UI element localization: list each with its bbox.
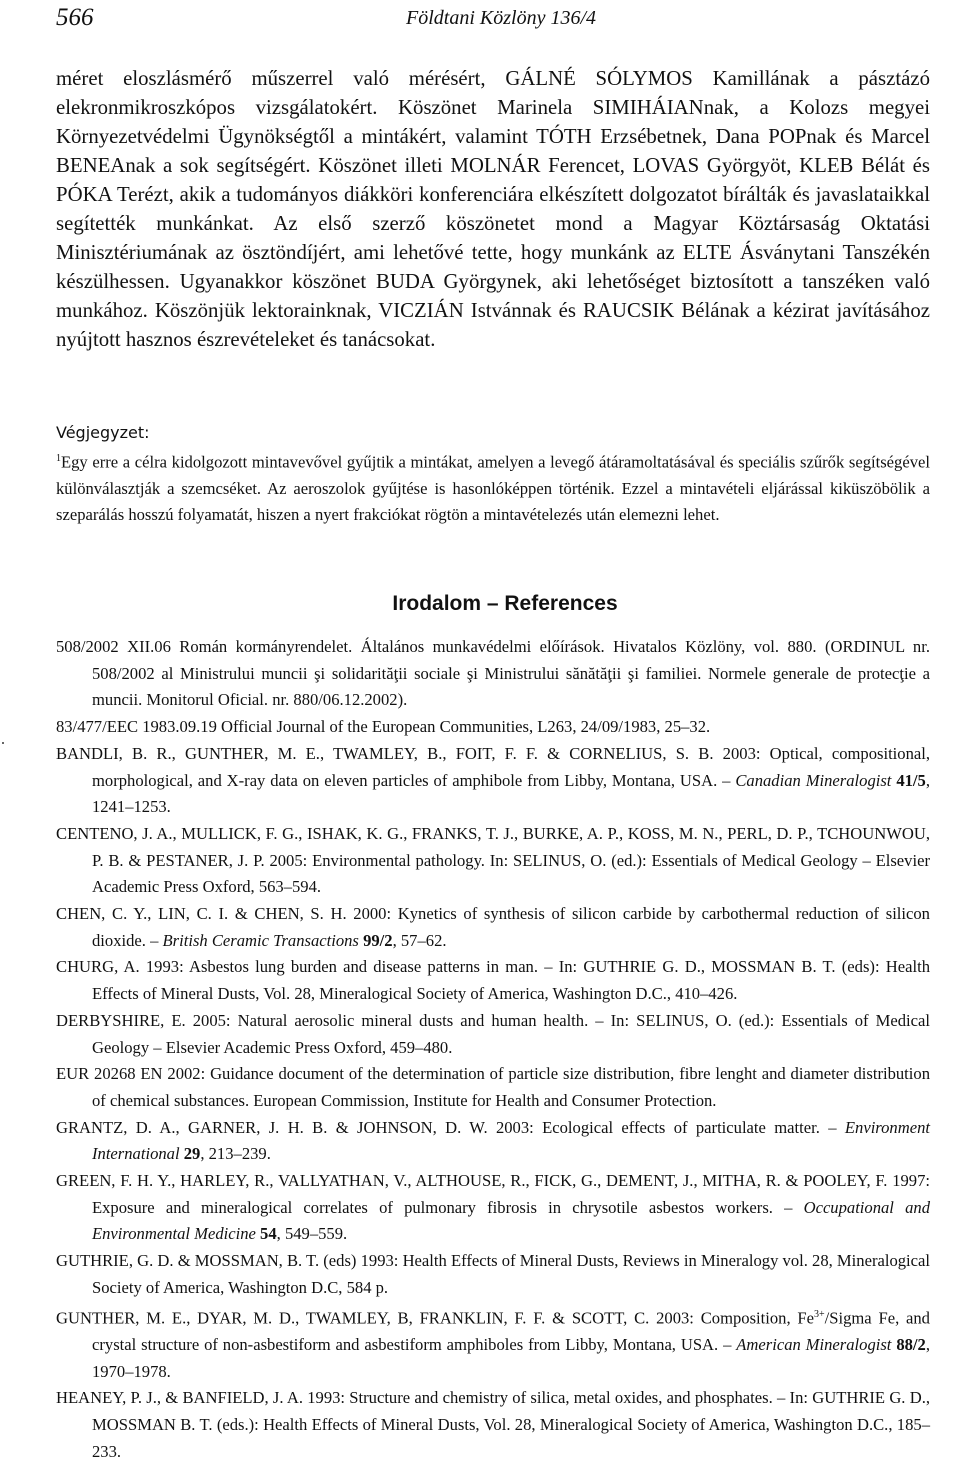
reference-entry bbox=[56, 1302, 930, 1386]
reference-text: /Sigma Fe, and crystal structure of non-asbestiform and asbestiform amphiboles from Libby, Montana, USA. – bbox=[92, 1308, 930, 1354]
reference-text: GRANTZ, D. A., GARNER, J. H. B. & JOHNSON, D. W. bbox=[56, 1117, 488, 1137]
reference-text: 2003: Composition, Fe bbox=[649, 1308, 815, 1328]
reference-text: , 549–559. bbox=[276, 1224, 348, 1244]
reference-text: CHEN, C. Y., LIN, C. I. & CHEN, S. H. bbox=[56, 904, 347, 924]
references-heading: Irodalom – References bbox=[392, 592, 618, 615]
reference-text: GREEN, F. H. Y., HARLEY, R., VALLYATHAN, V., ALTHOUSE, R., FICK, G., DEMENT, J., MITHA, R. & POOLEY, F. bbox=[56, 1171, 888, 1191]
reference-text: (eds) 1993: Health Effects of Mineral Dusts, Reviews in Mineralogy vol. 28, Mineralogical Society of America, Washington D.C, 584 p. bbox=[92, 1251, 931, 1297]
reference-text: GUNTHER, M. E., DYAR, M. D., TWAMLEY, B, FRANKLIN, F. F. & SCOTT, C. bbox=[56, 1308, 650, 1328]
reference-text: , 1241–1253. bbox=[92, 770, 930, 817]
reference-text: 88/2 bbox=[896, 1334, 926, 1354]
reference-text: 54 bbox=[260, 1224, 277, 1244]
journal-title: Földtani Közlöny 136/4 bbox=[406, 7, 596, 29]
reference-list bbox=[56, 634, 930, 1465]
reference-entry bbox=[56, 901, 930, 954]
reference-entry bbox=[56, 821, 930, 901]
reference-text: 2000: Kynetics of synthesis of silicon carbide by carbothermal reduction of silicon dioxide. – bbox=[92, 904, 930, 950]
reference-text: (ed.): Essentials of Medical Geology – Elsevier Academic Press Oxford, 459–480. bbox=[92, 1010, 931, 1057]
endnote-text bbox=[56, 446, 930, 528]
acknowledgements-paragraph: méret eloszlásmérő műszerrel való mérésért, GÁLNÉ SÓLYMOS Kamillának a pásztázó elekronmikroszkópos vizsgálatokért. Köszönet Marinela SIMIHÁIANnak, a Kolozs megyei Környezetvédelmi Ügynökségtől a mintákért, valamint TÓTH Erzsébetnek, Dana POPnak és Marcel BENEAnak a sok segítségért. Köszönet illeti MOLNÁR Ferencet, LOVAS Györgyöt, KLEB Bélát és PÓKA Terézt, akik a tudományos diákköri konferenciára elkészített dolgozatot bírálták és javaslataikkal segítették munkánkat. Az első szerző köszönetet mond a Magyar Köztársaság Oktatási Minisztériumának az ösztöndíjért, ami lehetővé tette, hogy munkánk az ELTE Ásványtani Tanszékén készülhessen. Ugyanakkor köszönet BUDA Györgynek, aki lehetőséget biztosított a tanszéken való munkához. Köszönjük lektorainknak, VICZIÁN Istvánnak és RAUCSIK Bélának a kézirat javításához nyújtott hasznos észrevételeket és tanácsokat. bbox=[56, 67, 930, 351]
reference-entry bbox=[56, 1248, 930, 1301]
reference-text: , 213–239. bbox=[200, 1144, 271, 1164]
reference-text: 41/5 bbox=[896, 770, 926, 790]
reference-text: British Ceramic Transactions bbox=[162, 930, 359, 950]
reference-entry bbox=[56, 1115, 930, 1168]
reference-text: 83/477/EEC 1983.09.19 Official Journal of the European Communities, L263, 24/09/1983, 25–32. bbox=[56, 717, 711, 737]
reference-text: Canadian Mineralogist bbox=[735, 770, 892, 790]
reference-text: 29 bbox=[183, 1144, 201, 1164]
reference-text: American Mineralogist bbox=[736, 1334, 892, 1354]
reference-text: 2005: Natural aerosolic mineral dusts and human health. – In: bbox=[185, 1010, 637, 1030]
reference-text: 2005: Environmental pathology. In: bbox=[264, 850, 514, 870]
reference-text: 99/2 bbox=[363, 930, 393, 950]
reference-entry bbox=[56, 1061, 930, 1114]
acknowledgements-section bbox=[56, 64, 930, 354]
reference-text: GUTHRIE G. D., MOSSMAN B. T. bbox=[583, 957, 836, 977]
reference-text: (eds): Health Effects of Mineral Dusts, Vol. 28, Mineralogical Society of America, Washington D.C., 410–426. bbox=[92, 957, 931, 1004]
endnote-body: Egy erre a célra kidolgozott mintavevővel gyűjtik a mintákat, amelyen a levegő átáramoltatásával és speciális szűrők segítségével különválasztják a szemcséket. Az aeroszolok gyűjtése is hasonlóképpen történik. Ezzel a mintavételi eljárással kiküszöbölik a szeparálás hosszú folyamatát, hiszen a nyert frakciókat rögtön a mintavételezés után elemezni lehet. bbox=[56, 452, 930, 524]
running-head bbox=[56, 4, 930, 34]
page-number: 566 bbox=[56, 4, 94, 31]
endnote-heading: Végjegyzet: bbox=[56, 423, 150, 442]
reference-entry bbox=[56, 1385, 930, 1465]
reference-entry bbox=[56, 954, 930, 1007]
reference-text: Environment International bbox=[92, 1117, 930, 1164]
reference-text: (eds.): Health Effects of Mineral Dusts, Vol. 28, Mineralogical Society of America, Washington D.C., 185–233. bbox=[92, 1414, 930, 1461]
reference-text: EUR 20268 EN 2002: Guidance document of the determination of particle size distribution, fibre lenght and diameter distribution of chemical substances. European Commission, Institute for Health and Consumer Protection. bbox=[56, 1064, 930, 1110]
reference-entry bbox=[56, 1008, 930, 1061]
reference-text: CENTENO, J. A., MULLICK, F. G., ISHAK, K. G., FRANKS, T. J., BURKE, A. P., KOSS, M. N., PERL, D. P., TCHOUNWOU, P. B. & PESTANER, J. P. bbox=[56, 823, 930, 870]
reference-entry bbox=[56, 714, 930, 741]
reference-text: 2003: Ecological effects of particulate matter. – bbox=[487, 1117, 845, 1137]
reference-text: SELINUS, O. bbox=[513, 850, 607, 870]
reference-text: HEANEY, P. J., & BANFIELD, J. A. bbox=[56, 1388, 303, 1408]
endnote-marker: 1 bbox=[56, 453, 61, 464]
reference-text: BANDLI, B. R., GUNTHER, M. E., TWAMLEY, B., FOIT, F. F. & CORNELIUS, S. B. bbox=[56, 743, 714, 763]
reference-entry bbox=[56, 1168, 930, 1248]
reference-text: 2003: Optical, compositional, morphological, and X-ray data on eleven particles of amphibole from Libby, Montana, USA. – bbox=[92, 743, 931, 790]
reference-text: 508/2002 XII.06 Román kormányrendelet. Általános munkavédelmi előírások. Hivatalos Közlöny, vol. 880. (ORDINUL nr. 508/2002 al Ministrului muncii şi solidarităţii sociale şi Ministrului sănătăţii şi familiei. Normele generale de protecţie a muncii. Monitorul Oficial. nr. 880/06.12.2002). bbox=[56, 637, 930, 710]
reference-text: (ed.): Essentials of Medical Geology – Elsevier Academic Press Oxford, 563–594. bbox=[92, 850, 930, 897]
reference-entry bbox=[56, 741, 930, 821]
endnote-section bbox=[56, 422, 930, 528]
reference-text: GUTHRIE G. D., MOSSMAN B. T. bbox=[92, 1388, 930, 1434]
reference-text: CHURG, A. bbox=[56, 957, 140, 977]
margin-mark bbox=[2, 742, 4, 744]
reference-text: 1993: Asbestos lung burden and disease patterns in man. – In: bbox=[139, 957, 584, 977]
reference-text: DERBYSHIRE, E. bbox=[56, 1010, 186, 1030]
reference-text: 1993: Structure and chemistry of silica, metal oxides, and phosphates. – In: bbox=[302, 1388, 813, 1408]
reference-text: GUTHRIE, G. D. & MOSSMAN, B. T. bbox=[56, 1251, 320, 1271]
reference-text: , 1970–1978. bbox=[92, 1334, 930, 1381]
reference-text: Occupational and Environmental Medicine bbox=[92, 1197, 930, 1244]
reference-text: SELINUS, O. bbox=[636, 1010, 732, 1030]
reference-entry bbox=[56, 634, 930, 714]
reference-text: 1997: Exposure and mineralogical correlates of pulmonary fibrosis in chrysotile asbestos workers. – bbox=[92, 1171, 930, 1217]
reference-text: , 57–62. bbox=[392, 930, 447, 950]
reference-text: 3+ bbox=[814, 1308, 825, 1320]
